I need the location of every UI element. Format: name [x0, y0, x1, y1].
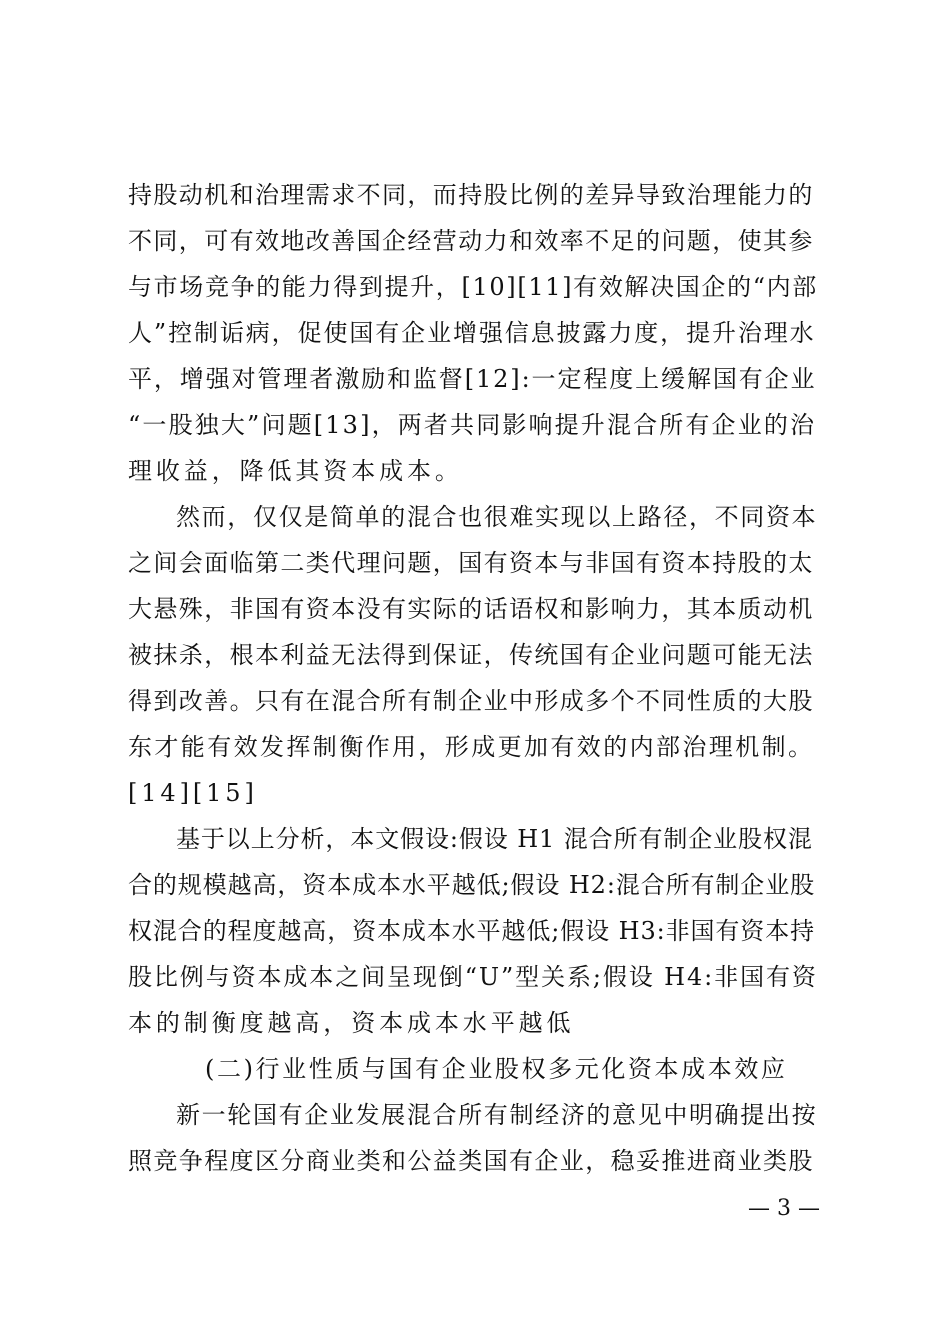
- text-line: 平，增强对管理者激励和监督[12]:一定程度上缓解国有企业: [128, 365, 817, 393]
- text-line: 不同，可有效地改善国企经营动力和效率不足的问题，使其参: [128, 227, 814, 255]
- text-line: 股比例与资本成本之间呈现倒“U”型关系;假设 H4:非国有资: [128, 963, 818, 991]
- text-line: 理收益，降低其资本成本。: [128, 457, 463, 485]
- section-heading: (二)行业性质与国有企业股权多元化资本成本效应: [205, 1055, 788, 1083]
- text-line: 基于以上分析，本文假设:假设 H1 混合所有制企业股权混: [176, 825, 813, 853]
- text-line: 大悬殊，非国有资本没有实际的话语权和影响力，其本质动机: [128, 595, 814, 623]
- text-line: 新一轮国有企业发展混合所有制经济的意见中明确提出按: [176, 1101, 818, 1129]
- text-line: 本的制衡度越高，资本成本水平越低: [128, 1009, 575, 1037]
- text-line: 东才能有效发挥制衡作用，形成更加有效的内部治理机制。: [128, 733, 815, 761]
- text-line: “一股独大”问题[13]，两者共同影响提升混合所有企业的治: [128, 411, 817, 439]
- text-line: 得到改善。只有在混合所有制企业中形成多个不同性质的大股: [128, 687, 814, 715]
- text-line: [14][15]: [128, 779, 258, 807]
- text-line: 合的规模越高，资本成本水平越低;假设 H2:混合所有制企业股: [128, 871, 815, 899]
- page-number: — 3 —: [748, 1196, 820, 1221]
- text-line: 人”控制诟病，促使国有企业增强信息披露力度，提升治理水: [128, 319, 816, 347]
- text-line: 与市场竞争的能力得到提升，[10][11]有效解决国企的“内部: [128, 273, 818, 301]
- text-line: 然而，仅仅是简单的混合也很难实现以上路径，不同资本: [176, 503, 818, 531]
- text-line: 被抹杀，根本利益无法得到保证，传统国有企业问题可能无法: [128, 641, 814, 669]
- text-line: 持股动机和治理需求不同，而持股比例的差异导致治理能力的: [128, 181, 814, 209]
- text-line: 之间会面临第二类代理问题，国有资本与非国有资本持股的太: [128, 549, 814, 577]
- text-line: 权混合的程度越高，资本成本水平越低;假设 H3:非国有资本持: [128, 917, 815, 945]
- text-line: 照竞争程度区分商业类和公益类国有企业，稳妥推进商业类股: [128, 1147, 814, 1175]
